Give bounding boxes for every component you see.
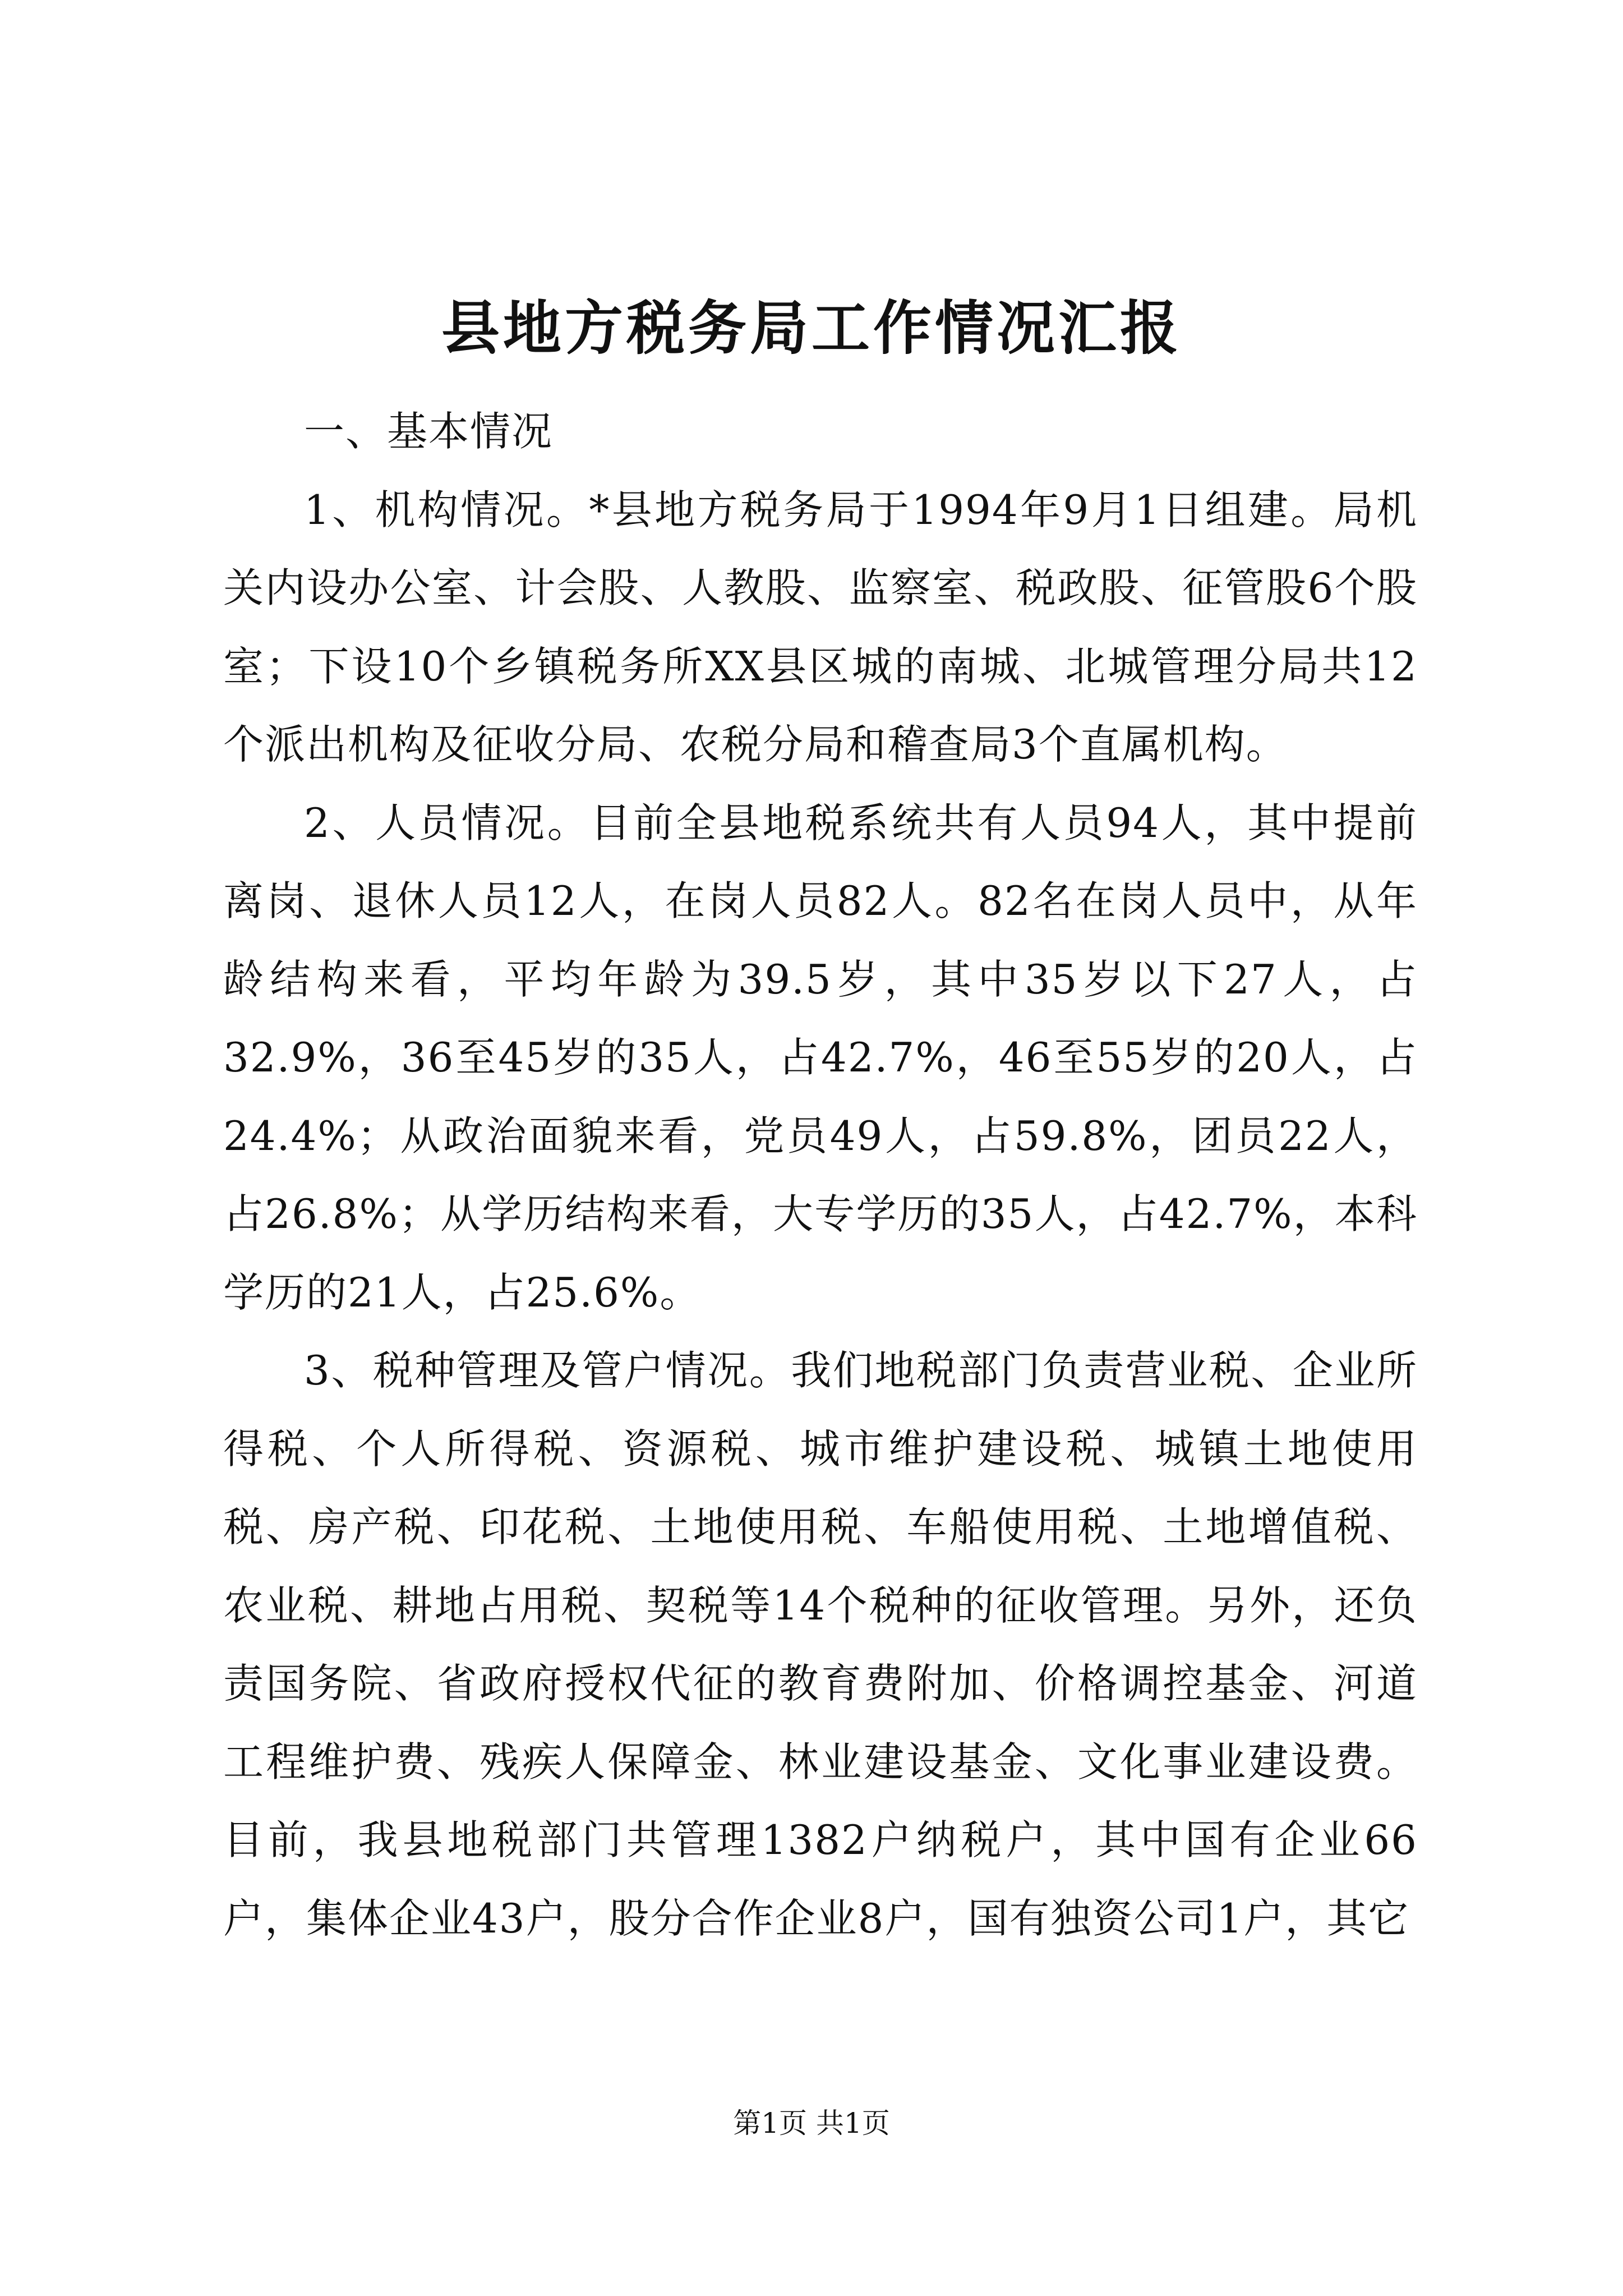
- paragraph-organization: 1、机构情况。*县地方税务局于1994年9月1日组建。局机关内设办公室、计会股、人教股、监察室、税政股、征管股6个股室；下设10个乡镇税务所XX县区城的南城、北城管理分局共12个派出机构及征收分局、农税分局和稽查局3个直属机构。: [223, 486, 1418, 768]
- section-heading-basic: 一、基本情况: [304, 408, 554, 455]
- page-footer: 第1页 共1页: [733, 2107, 890, 2139]
- document-body: [223, 393, 1418, 1958]
- document-title: 县地方税务局工作情况汇报: [441, 293, 1182, 362]
- paragraph-personnel: 2、人员情况。目前全县地税系统共有人员94人，其中提前离岗、退休人员12人，在岗人员82人。82名在岗人员中，从年龄结构来看，平均年龄为39.5岁，其中35岁以下27人，占32.9%，36至45岁的35人，占42.7%，46至55岁的20人，占24.4%；从政治面貌来看，党员49人，占59.8%，团员22人，占26.8%；从学历结构来看，大专学历的35人，占42.7%，本科学历的21人，占25.6%。: [223, 799, 1418, 1316]
- paragraph-tax-management: 3、税种管理及管户情况。我们地税部门负责营业税、企业所得税、个人所得税、资源税、城市维护建设税、城镇土地使用税、房产税、印花税、土地使用税、车船使用税、土地增值税、农业税、耕地占用税、契税等14个税种的征收管理。另外，还负责国务院、省政府授权代征的教育费附加、价格调控基金、河道工程维护费、残疾人保障金、林业建设基金、文化事业建设费。目前，我县地税部门共管理1382户纳税户，其中国有企业66户，集体企业43户，股分合作企业8户，国有独资公司1户，其它: [223, 1347, 1418, 1942]
